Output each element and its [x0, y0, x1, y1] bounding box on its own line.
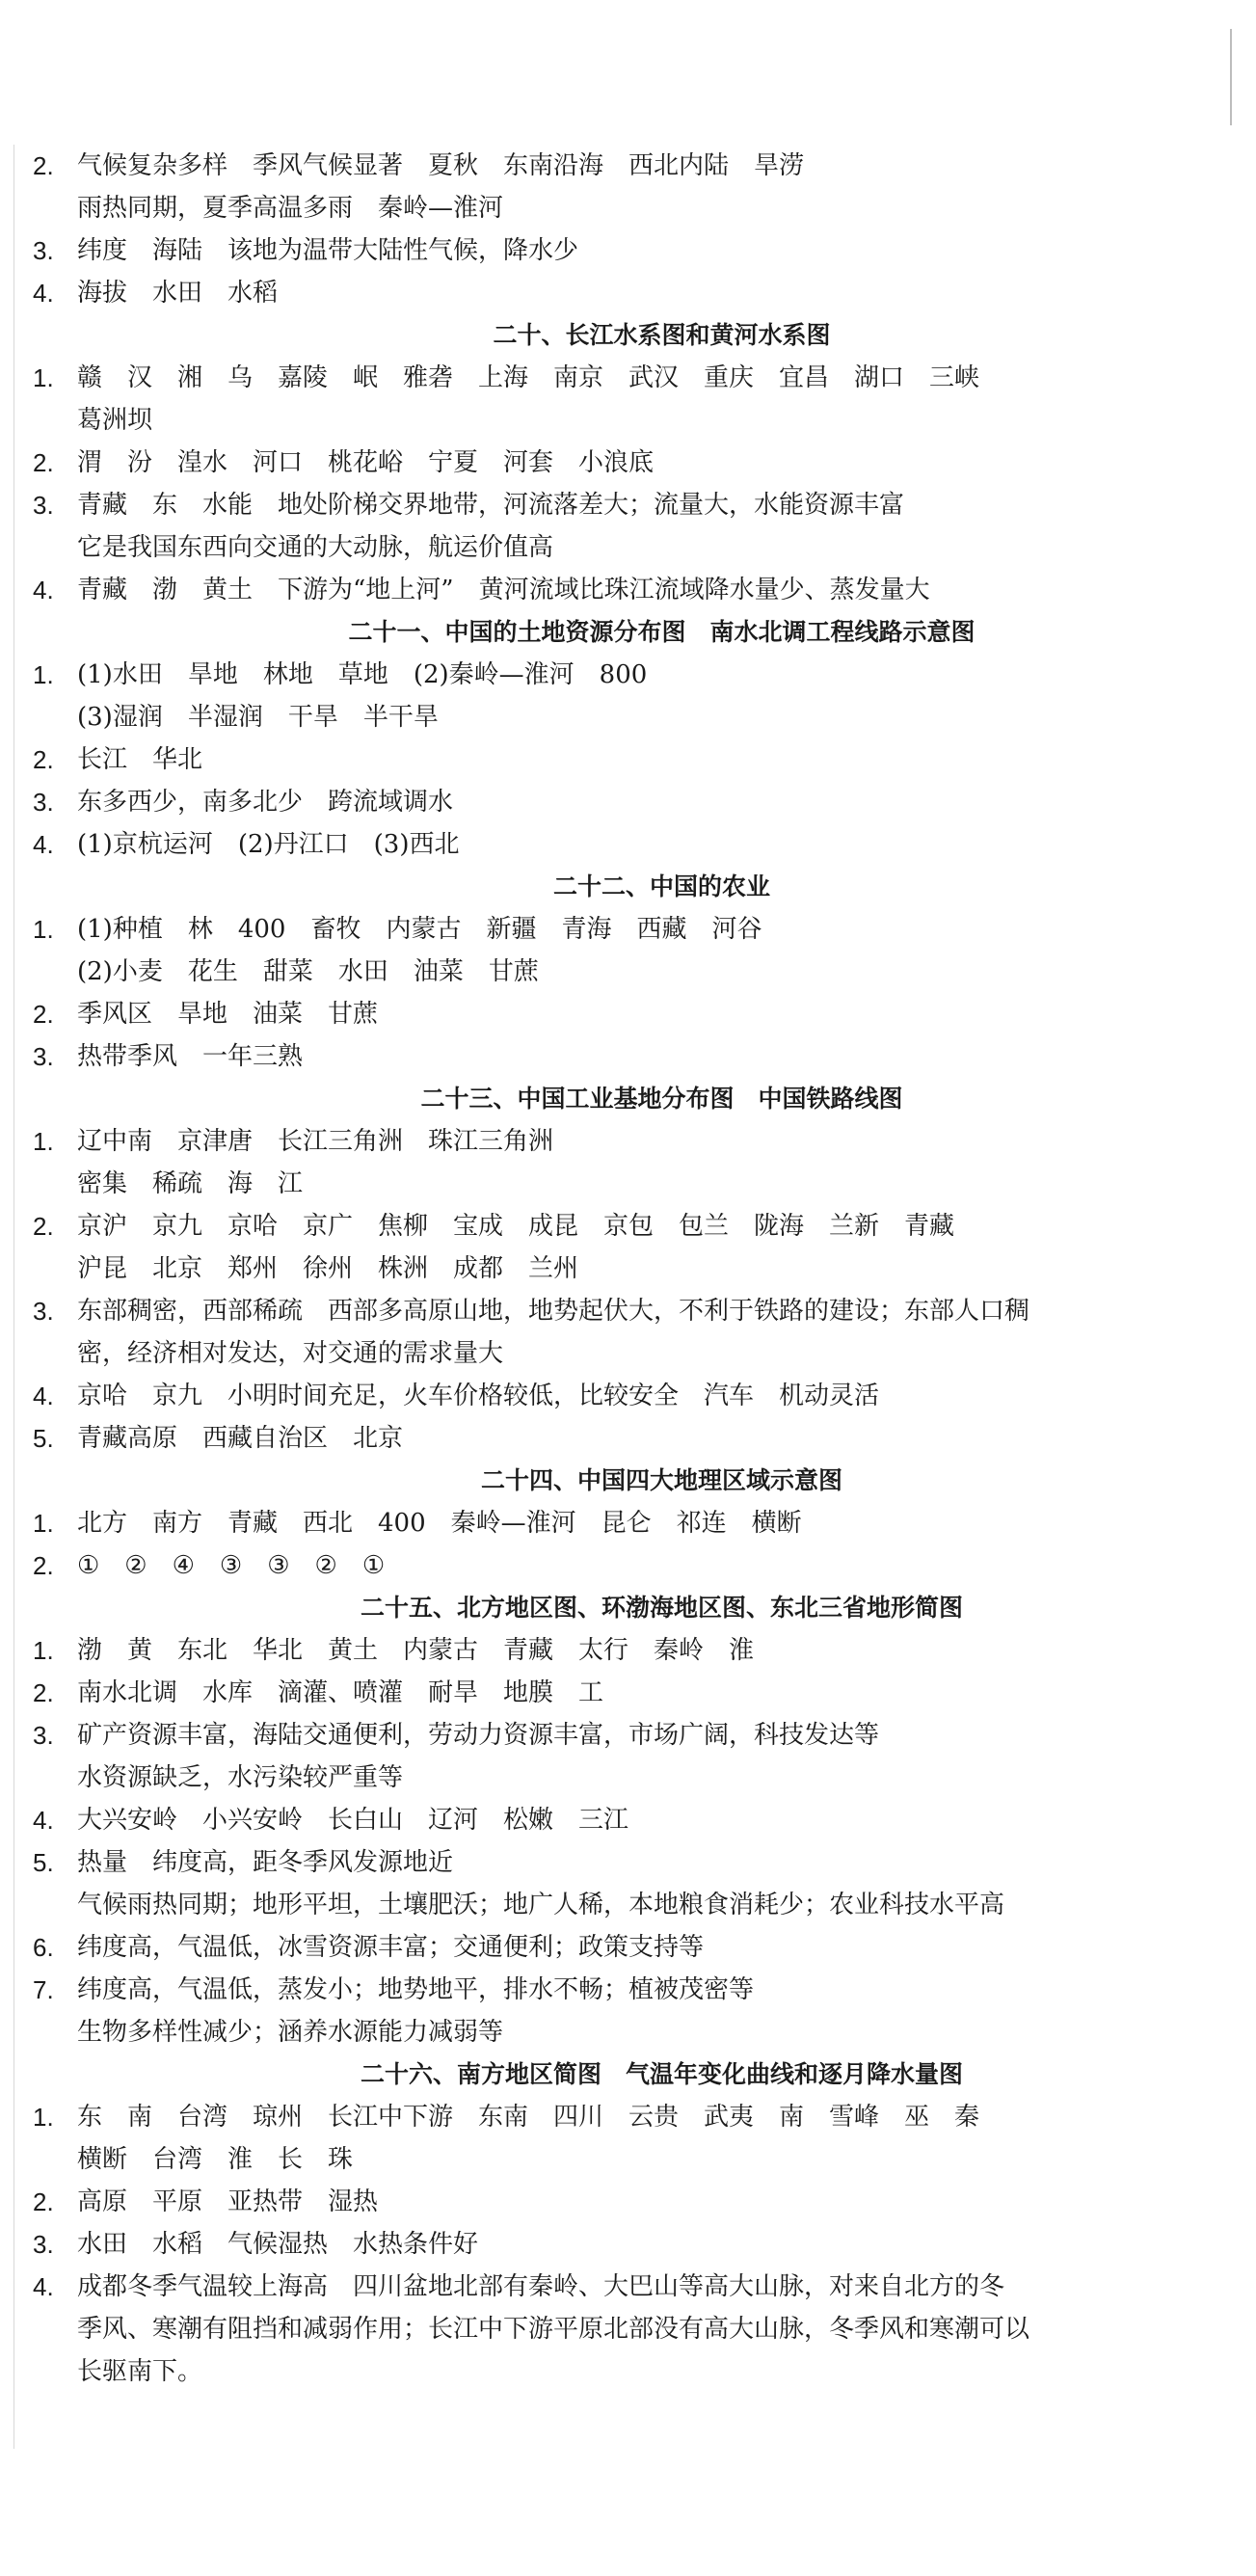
answer-line: 南水北调 水库 滴灌、喷灌 耐旱 地膜 工 — [77, 1678, 604, 1707]
item-number: 1. — [33, 363, 54, 392]
item-number: 2. — [33, 1551, 54, 1580]
item-number: 4. — [33, 279, 54, 308]
answer-line: 密，经济相对发达，对交通的需求量大 — [77, 1339, 504, 1368]
item-number: 7. — [33, 1975, 54, 2004]
item-number: 2. — [33, 745, 54, 774]
answer-line: 长江 华北 — [77, 745, 203, 774]
answer-line: 雨热同期，夏季高温多雨 秦岭—淮河 — [77, 194, 504, 223]
answer-line: 赣 汉 湘 乌 嘉陵 岷 雅砻 上海 南京 武汉 重庆 宜昌 湖口 三峡 — [77, 363, 980, 392]
answer-section — [0, 145, 1256, 314]
item-number: 5. — [33, 1424, 54, 1453]
answer-line: 青藏 渤 黄土 下游为“地上河” 黄河流域比珠江流域降水量少、蒸发量大 — [77, 576, 930, 604]
answer-item — [0, 823, 1256, 866]
item-number: 1. — [33, 2103, 54, 2132]
answer-line: 大兴安岭 小兴安岭 长白山 辽河 松嫩 三江 — [77, 1806, 629, 1835]
answer-line: 水资源缺乏，水污染较严重等 — [77, 1763, 404, 1792]
answer-line: 京哈 京九 小明时间充足，火车价格较低，比较安全 汽车 机动灵活 — [77, 1382, 880, 1410]
item-number: 3. — [33, 491, 54, 520]
answer-line: 东多西少，南多北少 跨流域调水 — [77, 788, 454, 817]
answer-item — [0, 1290, 1256, 1375]
item-number: 3. — [33, 2230, 54, 2259]
answer-line: 气候雨热同期；地形平坦，土壤肥沃；地广人稀，本地粮食消耗少；农业科技水平高 — [77, 1891, 1005, 1919]
answer-item — [0, 1926, 1256, 1969]
answer-item — [0, 1544, 1256, 1587]
answer-line: 密集 稀疏 海 江 — [77, 1169, 304, 1198]
answer-item — [0, 484, 1256, 569]
answer-line: 季风区 旱地 油菜 甘蔗 — [77, 1000, 379, 1029]
section-title: 二十五、北方地区图、环渤海地区图、东北三省地形简图 — [360, 1594, 963, 1622]
answer-line: 渤 黄 东北 华北 黄土 内蒙古 青藏 太行 秦岭 淮 — [77, 1636, 755, 1665]
answer-line: 海拔 水田 水稻 — [77, 279, 279, 308]
section-title: 二十四、中国四大地理区域示意图 — [480, 1466, 842, 1494]
answer-item — [0, 1035, 1256, 1078]
answer-section — [0, 1460, 1256, 1587]
item-number: 2. — [33, 448, 54, 477]
item-number: 2. — [33, 2187, 54, 2216]
answer-line: (1)种植 林 400 畜牧 内蒙古 新疆 青海 西藏 河谷 — [77, 915, 762, 944]
item-number: 3. — [33, 1042, 54, 1071]
item-number: 3. — [33, 788, 54, 817]
item-number: 1. — [33, 1636, 54, 1665]
answer-line: 季风、寒潮有阻挡和减弱作用；长江中下游平原北部没有高大山脉，冬季风和寒潮可以 — [77, 2315, 1030, 2344]
answer-line: 高原 平原 亚热带 湿热 — [77, 2187, 379, 2216]
answer-line: 北方 南方 青藏 西北 400 秦岭—淮河 昆仑 祁连 横断 — [77, 1509, 802, 1538]
answer-item — [0, 1672, 1256, 1714]
answer-line: (1)京杭运河 (2)丹江口 (3)西北 — [77, 830, 460, 859]
answer-item — [0, 145, 1256, 229]
answer-line: 青藏高原 西藏自治区 北京 — [77, 1424, 404, 1453]
section-title: 二十六、南方地区简图 气温年变化曲线和逐月降水量图 — [360, 2060, 963, 2088]
answer-line: ① ② ④ ③ ③ ② ① — [77, 1551, 386, 1580]
answer-line: 纬度 海陆 该地为温带大陆性气候，降水少 — [77, 236, 579, 265]
answer-section — [0, 314, 1256, 611]
answer-line: 沪昆 北京 郑州 徐州 株洲 成都 兰州 — [77, 1254, 579, 1283]
item-number: 1. — [33, 660, 54, 689]
answer-item — [0, 781, 1256, 823]
answer-line: (2)小麦 花生 甜菜 水田 油菜 甘蔗 — [77, 957, 539, 986]
answer-item — [0, 1714, 1256, 1799]
answer-item — [0, 1502, 1256, 1544]
answer-section — [0, 1587, 1256, 2053]
item-number: 1. — [33, 1509, 54, 1538]
answer-item — [0, 1969, 1256, 2053]
answer-line: 成都冬季气温较上海高 四川盆地北部有秦岭、大巴山等高大山脉，对来自北方的冬 — [77, 2272, 1005, 2301]
answer-line: 长驱南下。 — [77, 2357, 203, 2386]
answer-item — [0, 357, 1256, 442]
item-number: 3. — [33, 1721, 54, 1750]
item-number: 4. — [33, 2272, 54, 2301]
section-title: 二十三、中国工业基地分布图 中国铁路线图 — [420, 1085, 903, 1113]
answer-item — [0, 2223, 1256, 2266]
item-number: 2. — [33, 1678, 54, 1707]
answer-line: 东 南 台湾 琼州 长江中下游 东南 四川 云贵 武夷 南 雪峰 巫 秦 — [77, 2103, 980, 2132]
answer-item — [0, 2266, 1256, 2393]
answer-item — [0, 738, 1256, 781]
answer-line: 东部稠密，西部稀疏 西部多高原山地，地势起伏大，不利于铁路的建设；东部人口稠 — [77, 1297, 1030, 1326]
answer-item — [0, 1120, 1256, 1205]
item-number: 2. — [33, 1000, 54, 1029]
answer-line: 气候复杂多样 季风气候显著 夏秋 东南沿海 西北内陆 旱涝 — [77, 151, 805, 180]
answer-section — [0, 1078, 1256, 1460]
answer-item — [0, 908, 1256, 993]
item-number: 4. — [33, 576, 54, 604]
answer-line: 热量 纬度高，距冬季风发源地近 — [77, 1848, 454, 1877]
item-number: 6. — [33, 1933, 54, 1962]
item-number: 5. — [33, 1848, 54, 1877]
answer-item — [0, 2096, 1256, 2181]
answer-item — [0, 1417, 1256, 1460]
answer-page — [0, 145, 1256, 2393]
answer-item — [0, 1841, 1256, 1926]
item-number: 2. — [33, 1212, 54, 1241]
item-number: 3. — [33, 236, 54, 265]
answer-item — [0, 229, 1256, 272]
answer-line: 纬度高，气温低，冰雪资源丰富；交通便利；政策支持等 — [77, 1933, 705, 1962]
section-title: 二十二、中国的农业 — [552, 872, 770, 900]
item-number: 4. — [33, 830, 54, 859]
answer-line: 葛洲坝 — [77, 406, 153, 435]
section-title: 二十一、中国的土地资源分布图 南水北调工程线路示意图 — [348, 618, 975, 646]
answer-section — [0, 611, 1256, 866]
answer-line: 青藏 东 水能 地处阶梯交界地带，河流落差大；流量大，水能资源丰富 — [77, 491, 905, 520]
answer-line: 渭 汾 湟水 河口 桃花峪 宁夏 河套 小浪底 — [77, 448, 655, 477]
item-number: 1. — [33, 1127, 54, 1156]
answer-item — [0, 1375, 1256, 1417]
answer-item — [0, 2181, 1256, 2223]
answer-line: 水田 水稻 气候湿热 水热条件好 — [77, 2230, 479, 2259]
answer-item — [0, 272, 1256, 314]
item-number: 4. — [33, 1382, 54, 1410]
answer-line: 矿产资源丰富，海陆交通便利，劳动力资源丰富，市场广阔，科技发达等 — [77, 1721, 880, 1750]
answer-item — [0, 1629, 1256, 1672]
answer-item — [0, 1205, 1256, 1290]
answer-section — [0, 2053, 1256, 2393]
answer-line: (3)湿润 半湿润 干旱 半干旱 — [77, 703, 439, 732]
scan-edge-mark — [1230, 29, 1232, 125]
answer-item — [0, 1799, 1256, 1841]
item-number: 2. — [33, 151, 54, 180]
answer-item — [0, 442, 1256, 484]
answer-item — [0, 993, 1256, 1035]
item-number: 4. — [33, 1806, 54, 1835]
answer-line: 生物多样性减少；涵养水源能力减弱等 — [77, 2018, 504, 2047]
answer-line: (1)水田 旱地 林地 草地 (2)秦岭—淮河 800 — [77, 660, 648, 689]
item-number: 3. — [33, 1297, 54, 1326]
answer-line: 横断 台湾 淮 长 珠 — [77, 2145, 354, 2174]
answer-line: 纬度高，气温低，蒸发小；地势地平，排水不畅；植被茂密等 — [77, 1975, 755, 2004]
answer-line: 京沪 京九 京哈 京广 焦柳 宝成 成昆 京包 包兰 陇海 兰新 青藏 — [77, 1212, 955, 1241]
answer-line: 辽中南 京津唐 长江三角洲 珠江三角洲 — [77, 1127, 554, 1156]
answer-line: 它是我国东西向交通的大动脉，航运价值高 — [77, 533, 554, 562]
section-title: 二十、长江水系图和黄河水系图 — [493, 321, 831, 349]
answer-line: 热带季风 一年三熟 — [77, 1042, 304, 1071]
item-number: 1. — [33, 915, 54, 944]
answer-item — [0, 654, 1256, 738]
answer-section — [0, 866, 1256, 1078]
answer-item — [0, 569, 1256, 611]
